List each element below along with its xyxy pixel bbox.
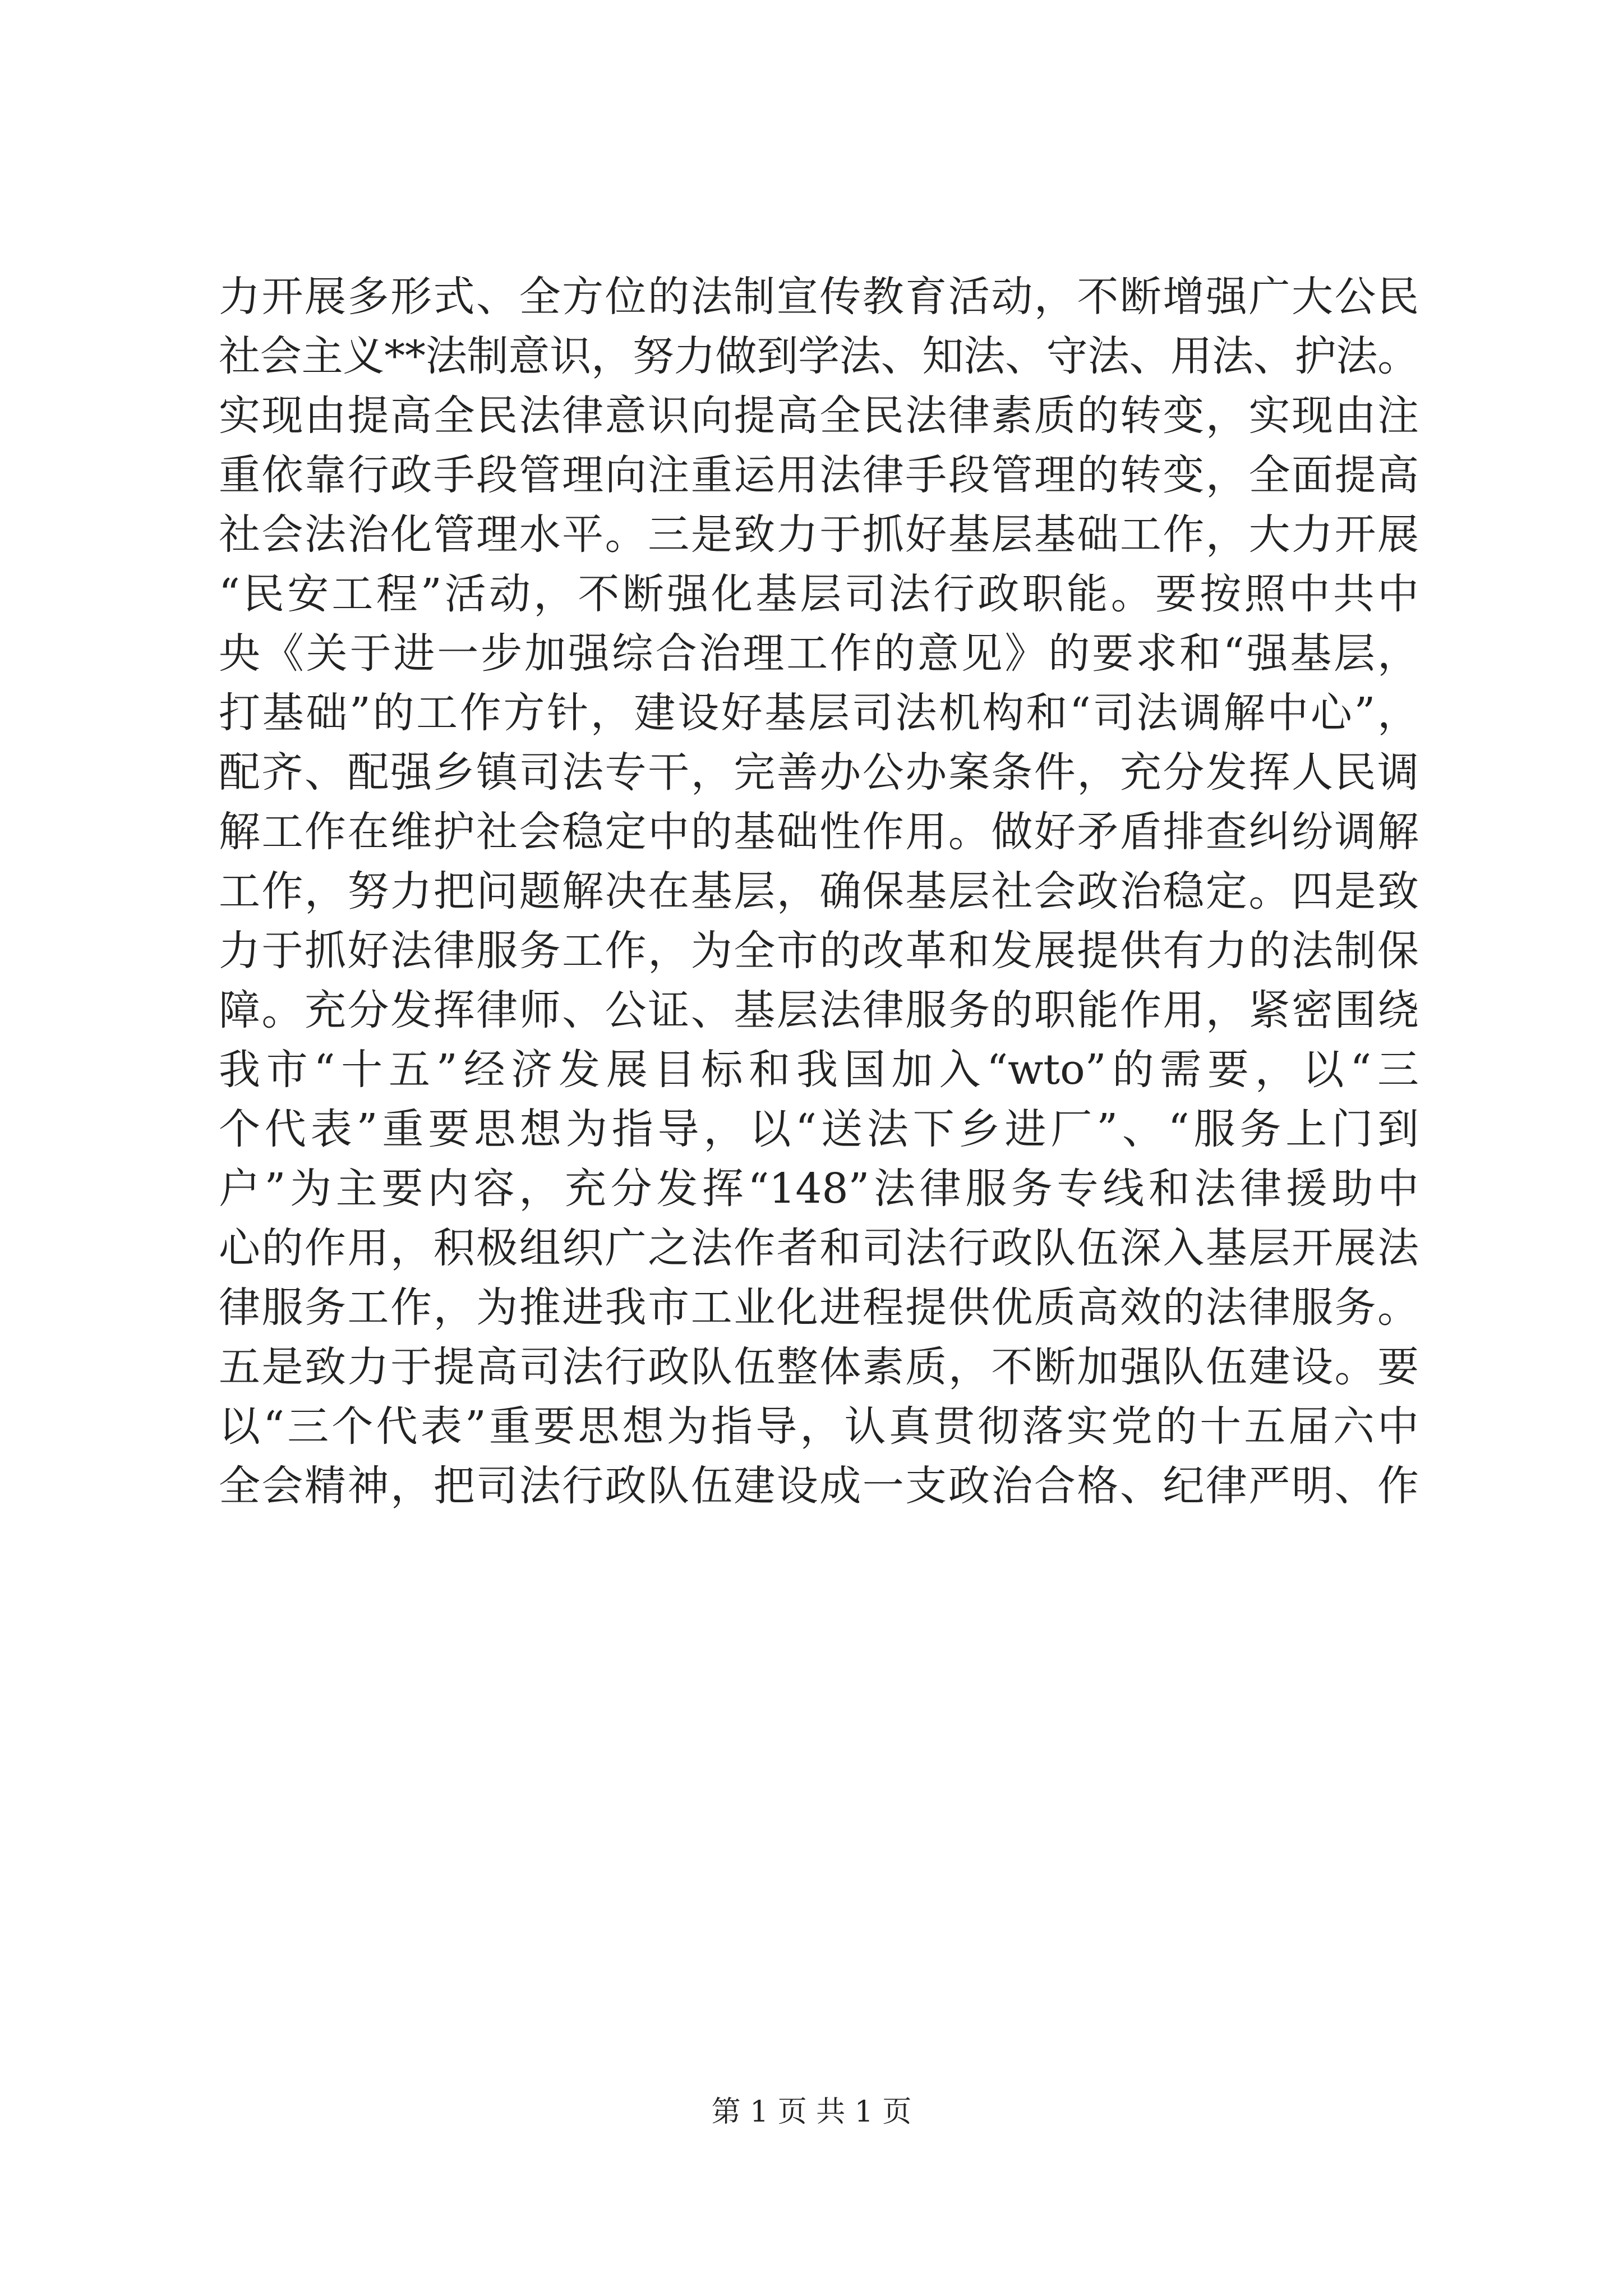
text-line: 心的作用，积极组织广之法作者和司法行政队伍深入基层开展法	[219, 1224, 1419, 1272]
text-line: 力开展多形式、全方位的法制宣传教育活动，不断增强广大公民	[219, 273, 1419, 321]
page-number-footer: 第 1 页 共 1 页	[711, 2095, 912, 2129]
text-line: 户”为主要内容，充分发挥“148”法律服务专线和法律援助中	[219, 1165, 1419, 1213]
text-line: 重依靠行政手段管理向注重运用法律手段管理的转变，全面提高	[219, 451, 1419, 499]
text-line: 央《关于进一步加强综合治理工作的意见》的要求和“强基层，	[219, 629, 1419, 678]
text-line: “民安工程”活动，不断强化基层司法行政职能。要按照中共中	[219, 570, 1419, 618]
text-line: 解工作在维护社会稳定中的基础性作用。做好矛盾排查纠纷调解	[219, 808, 1419, 856]
body-text	[219, 267, 1419, 1516]
text-line: 五是致力于提高司法行政队伍整体素质，不断加强队伍建设。要	[219, 1343, 1419, 1391]
text-line: 全会精神，把司法行政队伍建设成一支政治合格、纪律严明、作	[219, 1462, 1419, 1510]
text-line: 工作，努力把问题解决在基层，确保基层社会政治稳定。四是致	[219, 867, 1419, 915]
text-line: 以“三个代表”重要思想为指导，认真贯彻落实党的十五届六中	[219, 1402, 1419, 1451]
text-line: 打基础”的工作方针，建设好基层司法机构和“司法调解中心”，	[219, 689, 1419, 737]
text-line: 障。充分发挥律师、公证、基层法律服务的职能作用，紧密围绕	[219, 986, 1419, 1034]
text-line: 个代表”重要思想为指导，以“送法下乡进厂”、“服务上门到	[219, 1105, 1419, 1153]
text-line: 配齐、配强乡镇司法专干，完善办公办案条件，充分发挥人民调	[219, 748, 1419, 797]
text-line: 力于抓好法律服务工作，为全市的改革和发展提供有力的法制保	[219, 927, 1419, 975]
text-line: 我市“十五”经济发展目标和我国加入“wto”的需要，以“三	[219, 1046, 1419, 1094]
text-line: 社会法治化管理水平。三是致力于抓好基层基础工作，大力开展	[219, 510, 1419, 559]
text-line: 实现由提高全民法律意识向提高全民法律素质的转变，实现由注	[219, 392, 1419, 440]
text-line: 社会主义**法制意识，努力做到学法、知法、守法、用法、护法。	[219, 332, 1419, 380]
text-line: 律服务工作，为推进我市工业化进程提供优质高效的法律服务。	[219, 1283, 1419, 1332]
